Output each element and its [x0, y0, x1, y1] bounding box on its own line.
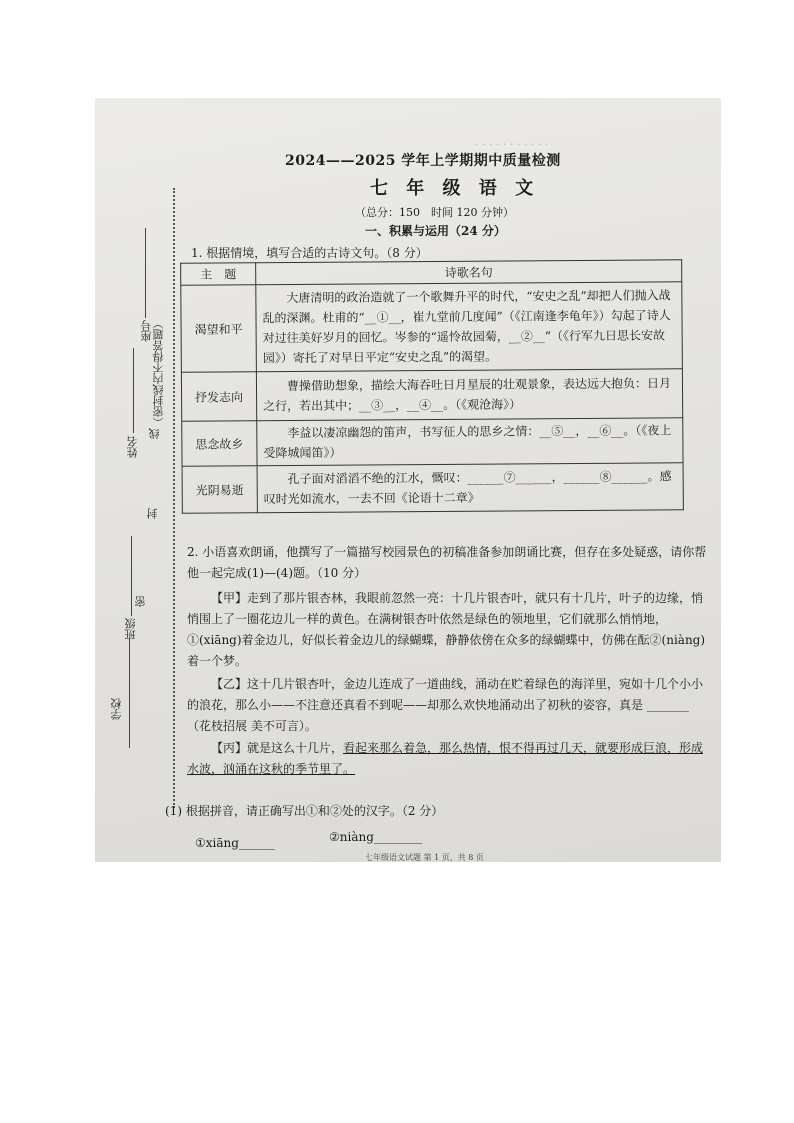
binding-dotted-line: [173, 188, 175, 808]
page-footer: 七年级语文试题 第 1 页，共 8 页: [365, 853, 484, 862]
column-header-poem: 诗歌名句: [256, 260, 682, 285]
question-2-prompt: 2. 小语喜欢朗诵，他撰写了一篇描写校园景色的初稿准备参加朗诵比赛，但存在多处疑惑，请你帮他一起完成(1)—(4)题。（10 分）: [187, 545, 707, 580]
table-row: [181, 369, 682, 421]
row-theme: 抒发志向: [181, 372, 256, 422]
section-heading: 一、积累与运用（24 分）: [365, 224, 506, 238]
secret-mark: 密: [134, 596, 147, 607]
school-label: 学校: [110, 698, 123, 720]
exam-photo: [95, 98, 721, 862]
answer-blank-xiang[interactable]: ①xiāng______: [195, 836, 275, 850]
name-label: 姓名: [126, 436, 139, 458]
passage-jia: 【甲】走到了那片银杏林，我眼前忽然一亮：十几片银杏叶，就只有十几片，叶子的边缘，悄悄围上了一圈花边儿一样的黄色。在满树银杏叶依然是绿色的领地里，它们就那么悄悄地，①(xiāng)着金边儿，好似长着金边儿的绿蝴蝶，静静依傍在众多的绿蝴蝶中，仿佛在酝②(niàng)着一个梦。: [187, 591, 706, 668]
question-1-prompt: 1. 根据情境，填写合适的古诗文句。（8 分）: [191, 246, 428, 260]
row-text: 大唐清明的政治造就了一个歌舞升平的时代，“安史之乱”却把人们抛入战乱的深渊。杜甫的“__①__，崔九堂前几度闻”（《江南逢李龟年》）勾起了诗人对过往美好岁月的回忆。岑参的“遥怜故园菊，__②__”（《行军九日思长安故园》）寄托了对早日平定“安史之乱”的渴望。: [256, 282, 683, 372]
line-mark: 线: [148, 428, 161, 439]
row-text: 孔子面对滔滔不绝的江水，慨叹：______⑦______，______⑧______。感叹时光如流水，一去不回《论语十二章》: [257, 463, 683, 513]
school-line: [129, 638, 130, 748]
row-text: 李益以凄凉幽怨的笛声，书写征人的思乡之情：__⑤__，__⑥__。（《夜上受降城闻笛》）: [257, 418, 683, 466]
exam-subject: 七 年 级 语 文: [370, 178, 540, 199]
class-label: 班级: [124, 618, 137, 640]
row-text: 曹操借助想象，描绘大海吞吐日月星辰的壮观景象，表达远大抱负：日月之行，若出其中；__③__，__④__。（《观沧海》）: [256, 369, 682, 421]
row-theme: 渴望和平: [181, 285, 257, 373]
passage-bing-lead: 【丙】就是这么十几片，: [211, 741, 344, 755]
table-row: [182, 418, 683, 466]
table-row: [182, 463, 683, 513]
passage-bing: [187, 738, 707, 780]
table-row: [181, 282, 683, 372]
name-line: [133, 348, 134, 433]
row-theme: 光阴易逝: [182, 466, 257, 514]
answer-blank-niang[interactable]: ②niàng________: [329, 830, 422, 844]
exam-meta: （总分：150 时间 120 分钟）: [355, 206, 514, 219]
seat-line: [145, 228, 146, 318]
row-theme: 思念故乡: [182, 421, 257, 467]
column-header-theme: 主 题: [181, 263, 256, 286]
sub-question-1: (1) 根据拼音，请正确写出①和②处的汉字。（2 分）: [165, 804, 444, 818]
passage-yi: 【乙】这十几片银杏叶，金边儿连成了一道曲线，涌动在贮着绿色的海洋里，宛如十几个小小的浪花，那么小——不注意还真看不到呢——却那么欢快地涌动出了初秋的姿容，真是 _______（花枝招展 美不可言）。: [187, 677, 704, 733]
seal-mark: 封: [146, 508, 159, 519]
seal-notice: （密封线内不得答题）: [152, 318, 165, 428]
bleed-through-text: · · · · · · · · · · ·: [475, 138, 549, 151]
binding-margin: [95, 98, 175, 862]
passage-bing-underlined: 看起来那么着急，那么热情，恨不得再过几天，就要形成巨浪，形成水波，汹涌在这秋的季节里了。: [187, 741, 704, 776]
poem-table: [180, 259, 684, 513]
seat-label: 座号: [140, 320, 153, 342]
exam-title: 2024——2025 学年上学期期中质量检测: [285, 153, 561, 169]
class-line: [131, 536, 132, 616]
